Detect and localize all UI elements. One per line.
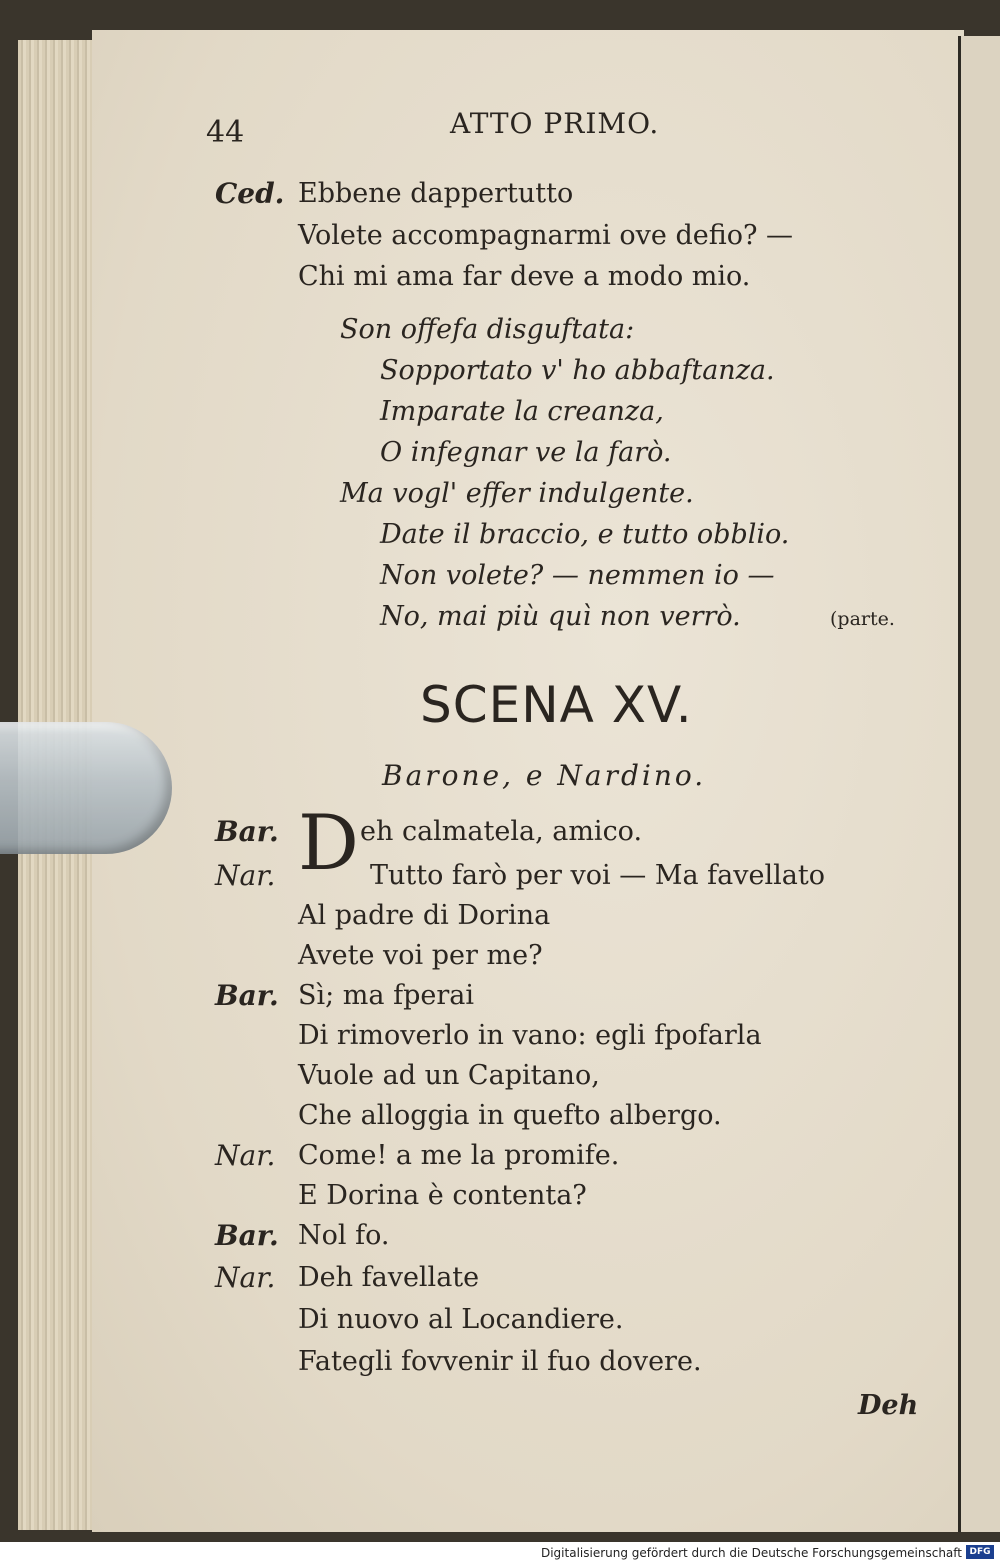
page-number: 44 bbox=[206, 115, 245, 150]
aria-line: Date il braccio, e tutto obblio. bbox=[380, 519, 790, 550]
dialogue-line: Di nuovo al Locandiere. bbox=[298, 1304, 624, 1335]
speaker-label: Bar. bbox=[215, 979, 279, 1012]
dfg-logo: DFG bbox=[966, 1545, 994, 1559]
dialogue-line: Vuole ad un Capitano, bbox=[298, 1060, 600, 1091]
digitization-footer bbox=[0, 1542, 1000, 1563]
footer-credit: Digitalisierung gefördert durch die Deutsche Forschungsgemeinschaft bbox=[540, 1546, 962, 1560]
speaker-label: Nar. bbox=[215, 1261, 276, 1294]
dialogue-line: Avete voi per me? bbox=[298, 940, 543, 971]
speaker-label: Bar. bbox=[215, 1219, 279, 1252]
dialogue-line: Volete accompagnarmi ove defio? — bbox=[298, 220, 794, 251]
catchword: Deh bbox=[858, 1390, 919, 1421]
dialogue-line: eh calmatela, amico. bbox=[360, 816, 643, 847]
dialogue-line: Ebbene dappertutto bbox=[298, 178, 574, 209]
dialogue-line: Fategli fovvenir il fuo dovere. bbox=[298, 1346, 702, 1377]
dialogue-line: Nol fo. bbox=[298, 1220, 390, 1251]
dialogue-line: Che alloggia in quefto albergo. bbox=[298, 1100, 722, 1131]
dialogue-line: Di rimoverlo in vano: egli fpofarla bbox=[298, 1020, 762, 1051]
speaker-label: Bar. bbox=[215, 815, 279, 848]
aria-line: Non volete? — nemmen io — bbox=[380, 560, 775, 591]
aria-line: No, mai più quì non verrò. bbox=[380, 601, 741, 632]
scene-title: SCENA XV. bbox=[420, 676, 693, 734]
dialogue-line: Sì; ma fperai bbox=[298, 980, 474, 1011]
next-page-edge bbox=[958, 36, 1000, 1532]
dialogue-line: Deh favellate bbox=[298, 1262, 480, 1293]
aria-line: O infegnar ve la farò. bbox=[380, 437, 672, 468]
running-title: ATTO PRIMO. bbox=[450, 107, 660, 140]
speaker-label: Nar. bbox=[215, 1139, 276, 1172]
aria-line: Ma vogl' effer indulgente. bbox=[340, 478, 694, 509]
stage-direction: (parte. bbox=[830, 608, 895, 630]
speaker-label: Ced. bbox=[215, 177, 285, 210]
dialogue-line: Chi mi ama far deve a modo mio. bbox=[298, 261, 751, 292]
page-holder-clip bbox=[0, 722, 172, 854]
dialogue-line: Tutto farò per voi — Ma favellato bbox=[370, 860, 825, 891]
drop-cap: D bbox=[298, 798, 359, 887]
speaker-label: Nar. bbox=[215, 859, 276, 892]
dialogue-line: E Dorina è contenta? bbox=[298, 1180, 587, 1211]
aria-line: Imparate la creanza, bbox=[380, 396, 664, 427]
dialogue-line: Al padre di Dorina bbox=[298, 900, 551, 931]
aria-line: Sopportato v' ho abbaftanza. bbox=[380, 355, 775, 386]
aria-line: Son offefa disguftata: bbox=[340, 314, 635, 345]
dialogue-line: Come! a me la promife. bbox=[298, 1140, 620, 1171]
character-list: Barone, e Nardino. bbox=[382, 759, 707, 792]
